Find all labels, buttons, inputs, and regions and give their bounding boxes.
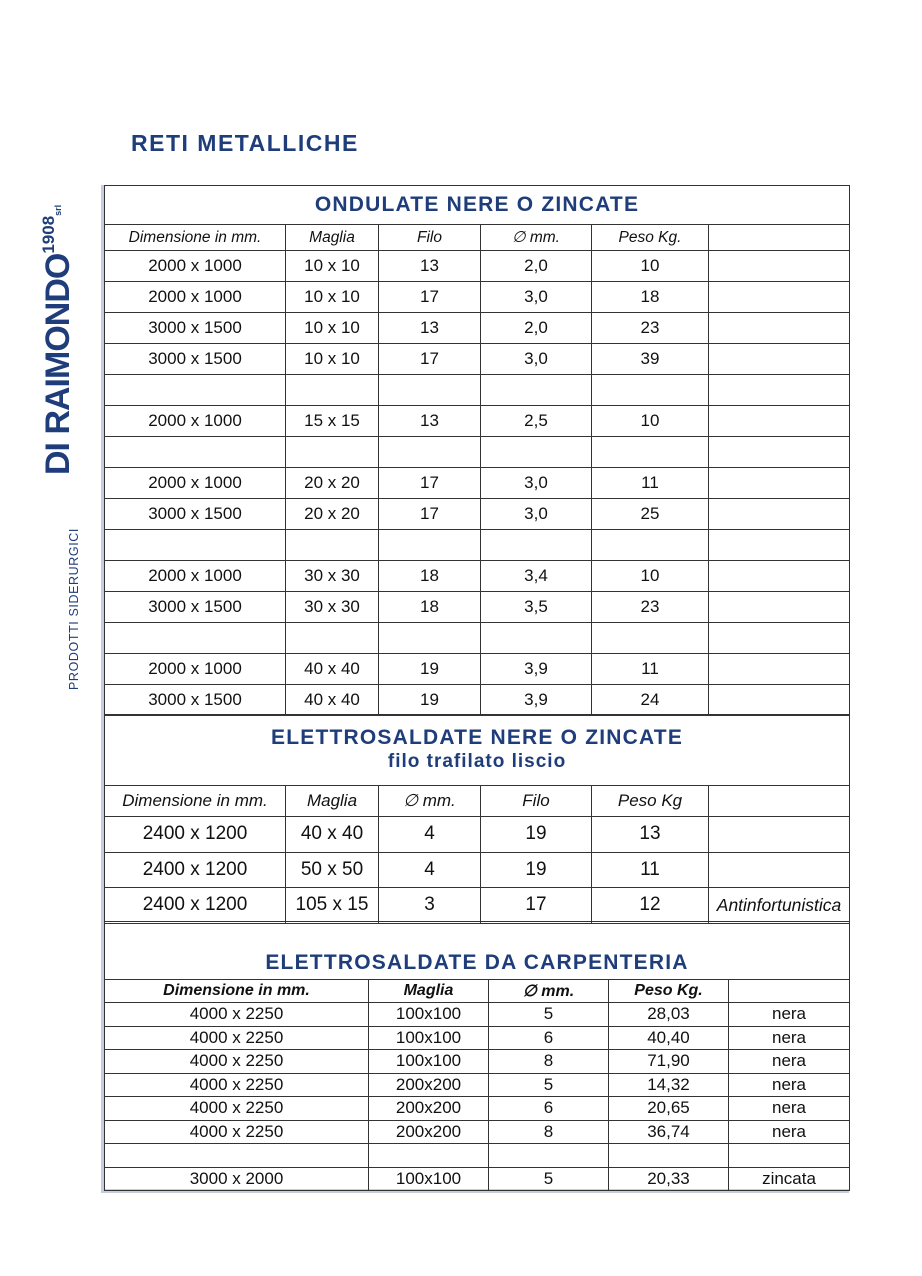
table-cell: 39 (592, 344, 709, 375)
table-cell (286, 623, 379, 654)
table-cell (709, 852, 850, 888)
table-cell (379, 623, 481, 654)
table-cell: 24 (592, 685, 709, 716)
table-cell: 3000 x 1500 (105, 592, 286, 623)
table-cell: 40 x 40 (286, 685, 379, 716)
table-row (105, 437, 850, 468)
table-cell: 5 (489, 1003, 609, 1027)
table-cell (105, 375, 286, 406)
table-cell: 13 (379, 251, 481, 282)
table-row (105, 654, 850, 685)
table-cell: 11 (592, 468, 709, 499)
table-cell: Antinfortunistica (709, 888, 850, 924)
ondulate-table (104, 185, 850, 716)
table-row (105, 817, 850, 853)
table-cell: 4000 x 2250 (105, 1073, 369, 1097)
table-row (105, 888, 850, 924)
table-cell: 6 (489, 1097, 609, 1121)
table-cell (709, 499, 850, 530)
table-cell: 3 (379, 888, 481, 924)
table-cell: 8 (489, 1120, 609, 1144)
table-cell: 19 (481, 852, 592, 888)
brand-name: DI RAIMONDO (39, 253, 77, 475)
table-cell (709, 817, 850, 853)
table-cell: 5 (489, 1073, 609, 1097)
table-cell: nera (729, 1026, 850, 1050)
table-row (105, 592, 850, 623)
table-cell: 50 x 50 (286, 852, 379, 888)
table-cell: 3,0 (481, 282, 592, 313)
table-cell: 3,0 (481, 499, 592, 530)
table-cell (379, 530, 481, 561)
table-row (105, 1026, 850, 1050)
table-cell: 2000 x 1000 (105, 654, 286, 685)
table-cell (592, 437, 709, 468)
table-row (105, 623, 850, 654)
table-cell: 23 (592, 313, 709, 344)
table-cell (379, 375, 481, 406)
table-cell: 2400 x 1200 (105, 888, 286, 924)
table-cell: 13 (379, 313, 481, 344)
table-cell: 3000 x 1500 (105, 313, 286, 344)
column-header: Peso Kg (592, 786, 709, 817)
table-cell: 30 x 30 (286, 592, 379, 623)
table-row (105, 406, 850, 437)
table-row (105, 375, 850, 406)
brand-tagline-container (66, 512, 82, 690)
table-cell: 3,5 (481, 592, 592, 623)
column-header: Filo (379, 225, 481, 251)
elettrosaldate-header-row (105, 786, 850, 817)
table-cell: nera (729, 1003, 850, 1027)
table-cell: 3,9 (481, 654, 592, 685)
table-cell: 20 x 20 (286, 468, 379, 499)
table-cell: 105 x 15 (286, 888, 379, 924)
table-cell: 3,0 (481, 468, 592, 499)
page-title: RETI METALLICHE (131, 130, 359, 156)
table-cell: 100x100 (369, 1167, 489, 1191)
table-cell (709, 313, 850, 344)
table-cell: 200x200 (369, 1097, 489, 1121)
table-cell: 23 (592, 592, 709, 623)
table-cell: 2400 x 1200 (105, 817, 286, 853)
table-cell (709, 561, 850, 592)
table-cell: 2400 x 1200 (105, 852, 286, 888)
table-cell: 25 (592, 499, 709, 530)
table-cell: 4000 x 2250 (105, 1026, 369, 1050)
table-row (105, 561, 850, 592)
elettrosaldate-caption: ELETTROSALDATE NERE O ZINCATE (271, 726, 684, 749)
table-cell: 13 (379, 406, 481, 437)
table-cell (729, 1144, 850, 1168)
table-cell: 20,33 (609, 1167, 729, 1191)
table-cell: 10 (592, 561, 709, 592)
table-cell: 2,0 (481, 251, 592, 282)
table-cell (709, 685, 850, 716)
table-cell: 3,0 (481, 344, 592, 375)
table-cell: 11 (592, 654, 709, 685)
brand-tagline: PRODOTTI SIDERURGICI (67, 527, 81, 690)
table-cell: 20 x 20 (286, 499, 379, 530)
table-cell: 18 (379, 592, 481, 623)
table-cell: 10 (592, 406, 709, 437)
table-cell (709, 468, 850, 499)
table-cell: 4000 x 2250 (105, 1003, 369, 1027)
table-cell: 40 x 40 (286, 817, 379, 853)
table-cell: 2000 x 1000 (105, 406, 286, 437)
ondulate-caption: ONDULATE NERE O ZINCATE (105, 186, 850, 225)
table-cell: 3000 x 1500 (105, 344, 286, 375)
table-cell: 15 x 15 (286, 406, 379, 437)
table-row (105, 1003, 850, 1027)
table-cell: 2000 x 1000 (105, 468, 286, 499)
table-cell: 3000 x 2000 (105, 1167, 369, 1191)
table-cell: 28,03 (609, 1003, 729, 1027)
table-cell (481, 530, 592, 561)
table-cell (489, 1144, 609, 1168)
table-cell (709, 282, 850, 313)
column-header: Maglia (369, 980, 489, 1003)
table-cell (709, 623, 850, 654)
column-header: Peso Kg. (592, 225, 709, 251)
table-cell: nera (729, 1097, 850, 1121)
table-cell: 2000 x 1000 (105, 561, 286, 592)
table-cell: 11 (592, 852, 709, 888)
table-cell: 4000 x 2250 (105, 1120, 369, 1144)
table-cell: 3000 x 1500 (105, 499, 286, 530)
table-cell: 19 (481, 817, 592, 853)
table-cell (709, 437, 850, 468)
table-cell (709, 654, 850, 685)
table-cell: 12 (592, 888, 709, 924)
table-row (105, 499, 850, 530)
table-cell: 19 (379, 654, 481, 685)
elettrosaldate-table (104, 714, 850, 924)
table-row (105, 313, 850, 344)
table-row (105, 1073, 850, 1097)
table-cell: 13 (592, 817, 709, 853)
column-header: Maglia (286, 225, 379, 251)
elettrosaldate-caption-cell (105, 715, 850, 786)
table-cell (286, 530, 379, 561)
column-header: ∅ mm. (379, 786, 481, 817)
table-cell (709, 375, 850, 406)
table-row (105, 1120, 850, 1144)
table-cell (481, 623, 592, 654)
table-cell: 17 (379, 499, 481, 530)
table-cell: 17 (379, 344, 481, 375)
carpenteria-caption: ELETTROSALDATE DA CARPENTERIA (105, 922, 850, 980)
table-cell: 3,4 (481, 561, 592, 592)
table-cell: 100x100 (369, 1003, 489, 1027)
column-header (709, 786, 850, 817)
table-cell: 18 (592, 282, 709, 313)
table-row (105, 251, 850, 282)
table-cell: 30 x 30 (286, 561, 379, 592)
table-cell (709, 530, 850, 561)
table-cell: 4 (379, 852, 481, 888)
column-header: Dimensione in mm. (105, 225, 286, 251)
column-header (729, 980, 850, 1003)
table-cell: 100x100 (369, 1026, 489, 1050)
table-row (105, 685, 850, 716)
table-cell: 20,65 (609, 1097, 729, 1121)
table-row (105, 1144, 850, 1168)
table-cell: 18 (379, 561, 481, 592)
column-header (709, 225, 850, 251)
column-header: Dimensione in mm. (105, 980, 369, 1003)
column-header: Filo (481, 786, 592, 817)
table-cell: 10 x 10 (286, 251, 379, 282)
table-row (105, 1167, 850, 1191)
table-cell: 17 (379, 468, 481, 499)
table-row (105, 852, 850, 888)
table-cell: 10 x 10 (286, 282, 379, 313)
table-cell (286, 375, 379, 406)
table-row (105, 1097, 850, 1121)
table-row (105, 1050, 850, 1074)
table-cell: 2000 x 1000 (105, 282, 286, 313)
table-cell: 2,5 (481, 406, 592, 437)
table-cell (609, 1144, 729, 1168)
table-cell: 4 (379, 817, 481, 853)
table-cell (709, 592, 850, 623)
table-cell: 19 (379, 685, 481, 716)
table-cell: 17 (379, 282, 481, 313)
table-cell: zincata (729, 1167, 850, 1191)
table-cell: 4000 x 2250 (105, 1097, 369, 1121)
table-cell: 4000 x 2250 (105, 1050, 369, 1074)
table-cell (286, 437, 379, 468)
brand-year: 1908 (39, 215, 58, 254)
column-header: Dimensione in mm. (105, 786, 286, 817)
table-cell: 5 (489, 1167, 609, 1191)
table-cell: nera (729, 1073, 850, 1097)
table-cell (709, 406, 850, 437)
table-cell (105, 530, 286, 561)
table-row (105, 344, 850, 375)
table-cell: 3000 x 1500 (105, 685, 286, 716)
table-cell: 10 x 10 (286, 344, 379, 375)
table-cell: 10 x 10 (286, 313, 379, 344)
carpenteria-table (104, 921, 850, 1191)
table-row (105, 530, 850, 561)
table-cell (105, 437, 286, 468)
table-cell (369, 1144, 489, 1168)
table-cell: 200x200 (369, 1120, 489, 1144)
table-cell: 71,90 (609, 1050, 729, 1074)
ondulate-header-row (105, 225, 850, 251)
brand-suffix: srl (53, 204, 63, 216)
table-cell (592, 530, 709, 561)
table-cell: nera (729, 1120, 850, 1144)
table-cell: 36,74 (609, 1120, 729, 1144)
table-cell: 40,40 (609, 1026, 729, 1050)
table-cell (592, 375, 709, 406)
table-cell: 3,9 (481, 685, 592, 716)
table-cell: 8 (489, 1050, 609, 1074)
table-cell: 14,32 (609, 1073, 729, 1097)
table-cell: 10 (592, 251, 709, 282)
table-cell: 6 (489, 1026, 609, 1050)
table-cell (592, 623, 709, 654)
table-row (105, 282, 850, 313)
brand-logo (39, 204, 77, 475)
column-header: Maglia (286, 786, 379, 817)
table-cell: 100x100 (369, 1050, 489, 1074)
table-cell (379, 437, 481, 468)
table-cell: 200x200 (369, 1073, 489, 1097)
table-cell: 40 x 40 (286, 654, 379, 685)
table-cell (481, 375, 592, 406)
table-cell (709, 251, 850, 282)
table-cell (481, 437, 592, 468)
column-header: Peso Kg. (609, 980, 729, 1003)
table-cell (105, 623, 286, 654)
table-cell (105, 1144, 369, 1168)
column-header: ∅ mm. (489, 980, 609, 1003)
table-cell (709, 344, 850, 375)
table-cell: 2,0 (481, 313, 592, 344)
elettrosaldate-subcaption: filo trafilato liscio (387, 751, 567, 772)
column-header: ∅ mm. (481, 225, 592, 251)
table-row (105, 468, 850, 499)
table-cell: 2000 x 1000 (105, 251, 286, 282)
table-cell: nera (729, 1050, 850, 1074)
table-cell: 17 (481, 888, 592, 924)
carpenteria-header-row (105, 980, 850, 1003)
